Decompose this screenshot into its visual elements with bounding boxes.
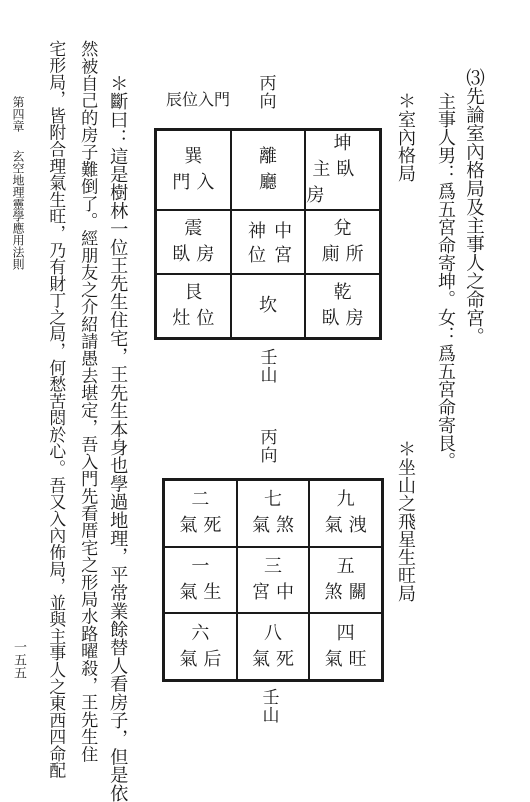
chapter-label: 第四章 [11,96,25,132]
room-cell-zhen: 震 臥房 [156,210,231,274]
room-cell-dui: 兌 廁所 [305,210,380,274]
room-cell-kun: 坤 主臥房 [305,130,380,210]
flying-star-grid [162,478,384,682]
star-cell-2: 二 氣死 [164,480,237,547]
room-cell-center: 中宮 神位 [231,210,306,274]
star-cell-3: 三 宮中 [237,547,310,614]
star-cell-5: 五 煞關 [309,547,382,614]
commentary-line-1: ＊斷曰：這是樹林一位王先生住宅，王先生本身也學過地理，平常業餘替人看房子，但是依 [107,74,129,802]
room-cell-kan: 坎 [231,274,306,338]
page-number: 一五五 [11,640,26,679]
star-cell-9: 九 氣洩 [309,480,382,547]
door-label: 辰位入門 [165,90,230,109]
star-cell-1: 一 氣生 [164,547,237,614]
room-cell-gen: 艮 灶位 [156,274,231,338]
owner-info: 主事人男：爲五宮命寄坤。女：爲五宮命寄艮。 [435,92,456,470]
room-bottom-label: 壬山 [260,348,278,386]
star-top-label: 丙向 [260,428,278,466]
star-cell-7: 七 氣煞 [237,480,310,547]
room-layout-grid [154,128,382,340]
commentary-line-3: 宅形局，皆附合理氣生旺，乃有財丁之局，何愁苦悶於心。吾又入內佈局，並與主事人之東西四命配 [46,40,67,779]
star-cell-6: 六 氣后 [164,613,237,680]
star-cell-8: 八 氣死 [237,613,310,680]
room-layout-heading: ＊室內格局 [395,92,416,182]
star-bottom-label: 壬山 [262,688,280,726]
commentary-line-2: 然被自己的房子難倒了。經朋友之介紹請愚去堪定，吾入門先看厝宅之形局水路曜殺，王先生住 [77,40,98,763]
star-cell-4: 四 氣旺 [309,613,382,680]
section-heading: ⑶先論室內格局及主事人之命宮。 [463,68,485,346]
book-title: 玄空地理靈學應用法則 [11,150,25,270]
flying-stars-heading: ＊坐山之飛星生旺局 [395,440,416,602]
room-cell-qian: 乾 臥房 [305,274,380,338]
room-cell-li: 離 廳 [231,130,306,210]
room-top-label: 丙向 [259,74,277,112]
room-cell-xun: 巽 門入 [156,130,231,210]
